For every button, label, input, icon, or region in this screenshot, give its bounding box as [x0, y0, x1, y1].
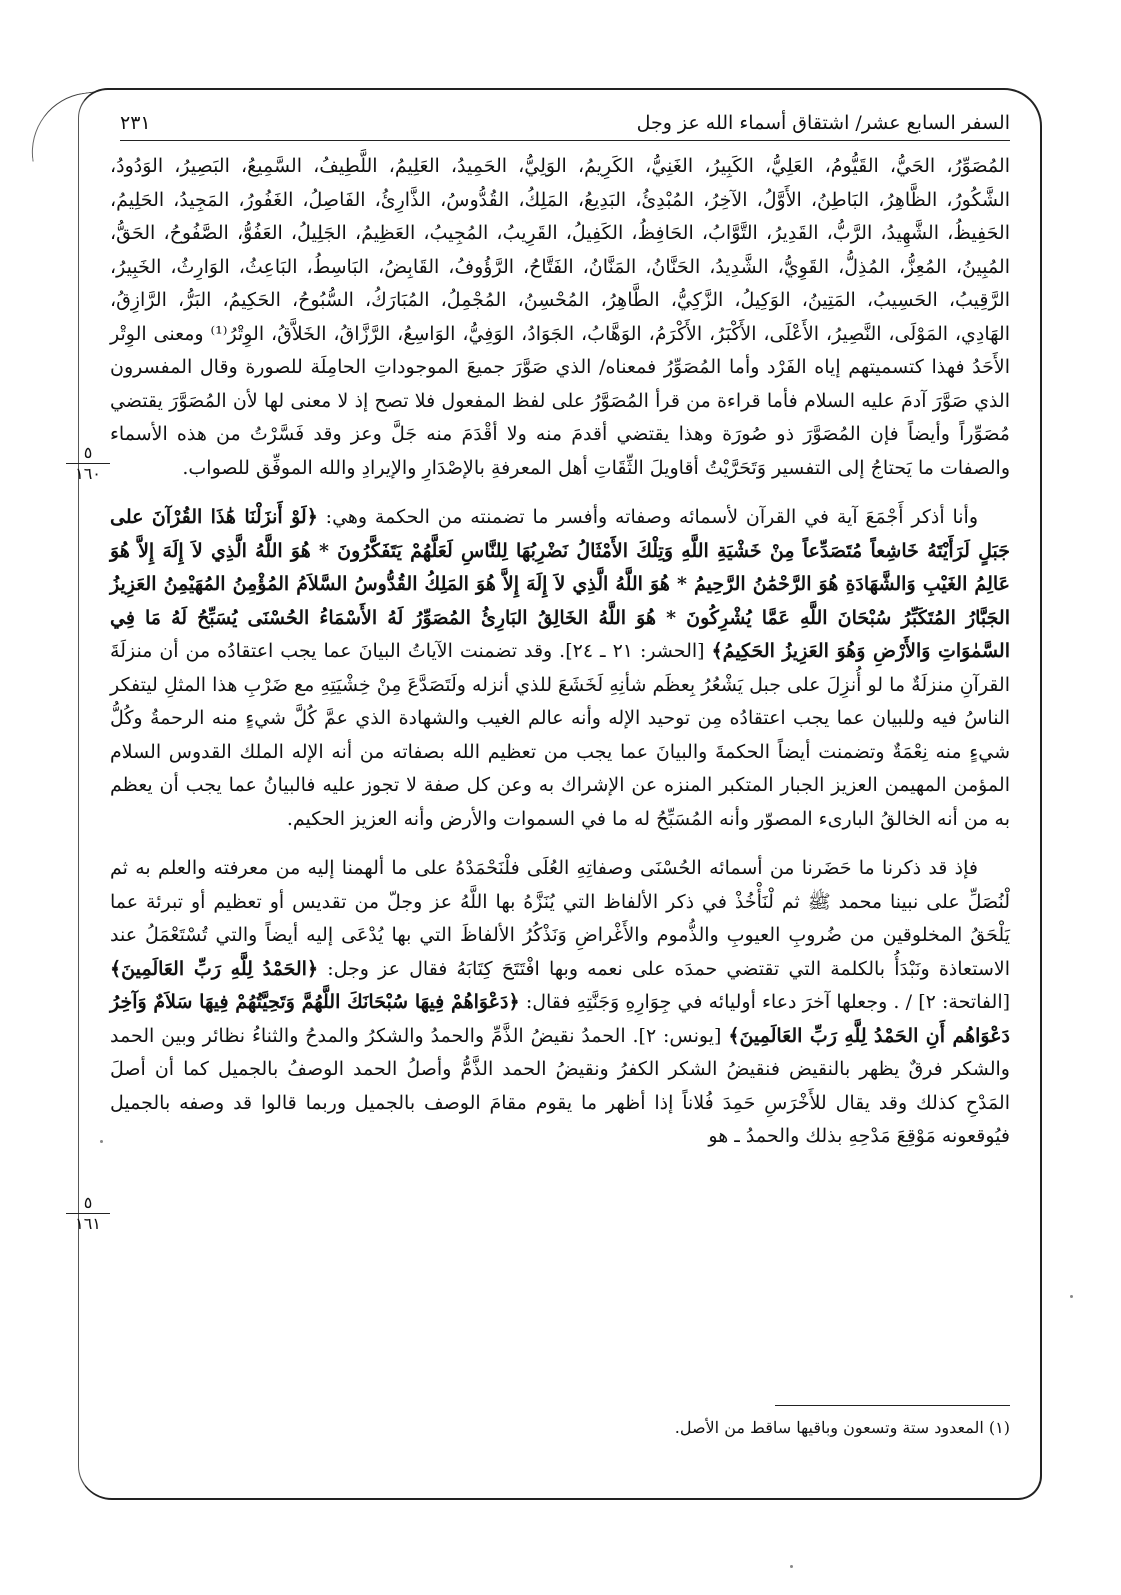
margin-folio-note	[66, 445, 110, 482]
scan-speck	[790, 1565, 793, 1568]
quran-verse-fatiha: ﴿الحَمْدُ لِلَّهِ رَبِّ العَالَمِينَ﴾	[110, 957, 319, 980]
scan-speck	[1070, 1295, 1073, 1298]
verse-commentary-text: [الحشر: ٢١ ـ ٢٤]. وقد تضمنت الآياتُ البيانَ عما يجب اعتقادُه من أن منزلَةَ القرآنِ منزلَةٌ ما لو أُنزِلَ على جبل يَشْعُرُ بِعظَم شأنِهِ لَخَشَعَ للذي أنزله ولَتَصَدَّعَ مِنْ خِشْيَتِهِ مع ضَرْبِ هذا المثلِ ليتفكر الناسُ فيه وللبيان عما يجب اعتقادُه مِن توحيد الإله وأنه عالم الغيب والشهادة الذي عمَّ كُلَّ شيءٍ منه الرحمةُ وكُلُّ شيءٍ منه نِعْمَةٌ وتضمنت أيضاً الحكمةَ والبيانَ عما يجب من تعظيم الله بصفاته من أنه الإله الملك القدوس السلام المؤمن المهيمن العزيز الجبار المتكبر المنزه عن الإشراك به وعن كل صفة لا تجوز عليه فالبيانُ عما يجب أن يعظم به من أنه الخالقُ البارىء المصوّر وأنه المُسَبِّحُ له ما في السموات والأرض وأنه العزيز الحكيم.	[110, 640, 1010, 830]
margin-folio-top: ٥	[66, 1195, 110, 1214]
margin-folio-note	[66, 1195, 110, 1232]
scan-speck	[100, 1140, 103, 1143]
margin-folio-top: ٥	[66, 445, 110, 464]
fatiha-reference-text: [الفاتحة: ٢] / . وجعلها آخرَ دعاء أوليائه في جِوَارِهِ وَجَنَّتِهِ فقال:	[525, 991, 1011, 1013]
hamd-commentary-text: [يونس: ٢]. الحمدُ نقيضُ الذَّمِّ والحمدُ والشكرُ والمدحُ والثناءُ نظائر وبين الحمد والشكر فرقٌ يظهر بالنقيض فنقيضُ الشكر الكفرُ ونقيضُ الحمد الذَّمُّ وأصلُ الحمد الوصفُ بالجميل كما أن أصلَ المَدْحِ كذلك وقد يقال للأَخْرَسِ حَمِدَ فُلاناً إذا أظهر ما يقوم مقامَ الوصف بالجميل وربما قالوا قد وصفه بالجميل فيُوقعونه مَوْقِعَ مَدْحِهِ بذلك والحمدُ ـ هو	[110, 1024, 1010, 1147]
verse-intro-text: وأنا أذكر أَجْمَعَ آية في القرآن لأسمائه وصفاته وأفسر ما تضمنته من الحكمة وهي:	[325, 506, 978, 528]
paragraph-verse-intro	[110, 501, 1010, 836]
hamd-intro-text: فإذ قد ذكرنا ما حَضَرنا من أسمائه الحُسْنَى وصفاتِهِ العُلَى فلْنَحْمَدْهُ على ما ألهمنا إليه من معرفته والعلم به ثم لْنُصَلِّ على نبينا محمد ﷺ ثم لْنَأْخُذْ في ذكر الألفاظ التي يُنَزَّهُ بها اللَّهُ عز وجلّ من تقديس أو تعظيم أو تبرئة عما يَلْحَقُ المخلوقين من ضُروبِ العيوبِ والذُّموم والأَغْراضِ وَنَذْكُرُ الألفاظَ التي بها يُدْعَى إليه أيضاً والتي تُسْتَعْمَلُ عند الاستعاذة ونَبْدَأُ بالكلمة التي تقتضي حمدَه على نعمه وبها افْتَتَحَ كِتَابَهُ فقال عز وجل:	[110, 857, 1010, 980]
running-title: السفر السابع عشر/ اشتقاق أسماء الله عز وجل	[636, 112, 1010, 134]
footnote-rule	[775, 1405, 1010, 1406]
margin-folio-bottom: ١٦٠	[75, 464, 101, 483]
running-header	[120, 106, 1010, 141]
page-number: ٢٣١	[120, 112, 151, 134]
footnote: (١) المعدود ستة وتسعون وباقيها ساقط من الأصل.	[674, 1418, 1010, 1437]
quran-verse-hashr: ﴿لَوْ أَنزَلْنَا هَٰذَا القُرْآنَ على جَبَلٍ لَرَأَيْتَهُ خَاشِعاً مُتَصَدِّعاً مِنْ خَشْيَةِ اللَّهِ وَتِلْكَ الأَمْثَالُ نَضْرِبُهَا لِلنَّاسِ لَعَلَّهُمْ يَتَفَكَّرُونَ * هُوَ اللَّهُ الَّذِي لاَ إِلَهَ إِلاَّ هُوَ عَالِمُ الغَيْبِ وَالشَّهَادَةِ هُوَ الرَّحْمَٰنُ الرَّحِيمُ * هُوَ اللَّهُ الَّذِي لاَ إِلَهَ إِلاَّ هُوَ المَلِكُ القُدُّوسُ السَّلاَمُ المُؤْمِنُ المُهَيْمِنُ العَزِيزُ الجَبَّارُ المُتَكَبِّرُ سُبْحَانَ اللَّهِ عَمَّا يُشْرِكُونَ * هُوَ اللَّهُ الخَالِقُ البَارِئُ المُصَوِّرُ لَهُ الأَسْمَاءُ الحُسْنَى يُسَبِّحُ لَهُ مَا فِي السَّمٰوَاتِ وَالأَرْضِ وَهُوَ العَزِيزُ الحَكِيمُ﴾	[110, 506, 1010, 662]
paragraph-names-list: المُصَوِّرُ، الحَيُّ، القَيُّومُ، العَلِيُّ، الكَبِيرُ، الغَنِيُّ، الكَرِيمُ، الوَلِيُّ، الحَمِيدُ، العَلِيمُ، اللَّطِيفُ، السَّمِيعُ، البَصِيرُ، الوَدُودُ، الشَّكُورُ، الظَّاهِرُ، البَاطِنُ، الأَوَّلُ، الآخِرُ، المُبْدِئُ، البَدِيعُ، المَلِكُ، القُدُّوسُ، الذَّارِئُ، الفَاصِلُ، الغَفُورُ، المَجِيدُ، الحَلِيمُ، الحَفِيظُ، الشَّهِيدُ، الرَّبُّ، القَدِيرُ، التَّوَّابُ، الحَافِظُ، الكَفِيلُ، القَرِيبُ، المُجِيبُ، العَظِيمُ، الجَلِيلُ، العَفُوُّ، الصَّفُوحُ، الحَقُّ، المُبِينُ، المُعِزُّ، المُذِلُّ، القَوِيُّ، الشَّدِيدُ، الحَنَّانُ، المَنَّانُ، الفَتَّاحُ، الرَّؤُوفُ، القَابِضُ، البَاسِطُ، البَاعِثُ، الوَارِثُ، الخَبِيرُ، الرَّقِيبُ، الحَسِيبُ، المَتِينُ، الوَكِيلُ، الزَّكِيُّ، الطَّاهِرُ، المُحْسِنُ، المُجْمِلُ، المُبَارَكُ، السُّبُوحُ، الحَكِيمُ، البَرُّ، الرَّازِقُ، الهَادِي، المَوْلَى، النَّصِيرُ، الأَعْلَى، الأَكْبَرُ، الأَكْرَمُ، الوَهَّابُ، الجَوَادُ، الوَفِيُّ، الوَاسِعُ، الرَّزَّاقُ، الخَلاَّقُ، الوِتْرُ⁽¹⁾ ومعنى الوِتْر الأَحَدُ فهذا كتسميتهم إياه الفَرْد وأما المُصَوِّرُ فمعناه/ الذي صَوَّرَ جميعَ الموجوداتِ الحامِلَة للصورة وقال المفسرون الذي صَوَّرَ آدمَ عليه السلام فأما قراءة من قرأ المُصَوَّرُ على لفظ المفعول فلا تصح إذ لا معنى لها لأن المُصَوَّرَ يقتضي مُصَوِّراً وأيضاً فإن المُصَوَّرَ ذو صُورَة وهذا يقتضي أقدمَ منه ولا أقْدَمَ منه جَلَّ وعز وقد فَسَّرْتُ من هذه الأسماء والصفات ما يَحتاجُ إلى التفسير وَتَحَرَّيْتُ أقاويلَ الثِّقَاتِ أهل المعرفةِ بالإصْدَارِ والإيرادِ والله الموفِّق للصواب.	[110, 155, 1010, 479]
margin-folio-bottom: ١٦١	[75, 1214, 101, 1233]
main-text	[110, 150, 1010, 1154]
quran-verse-yunus: ﴿دَعْوَاهُمْ فِيهَا سُبْحَانَكَ اللَّهُمَّ وَتَحِيَّتُهُمْ فِيهَا سَلاَمٌ وَآخِرُ دَعْوَاهُم أَنِ الحَمْدُ لِلَّهِ رَبِّ العَالَمِينَ﴾	[110, 991, 1010, 1047]
paragraph-hamd	[110, 852, 1010, 1154]
